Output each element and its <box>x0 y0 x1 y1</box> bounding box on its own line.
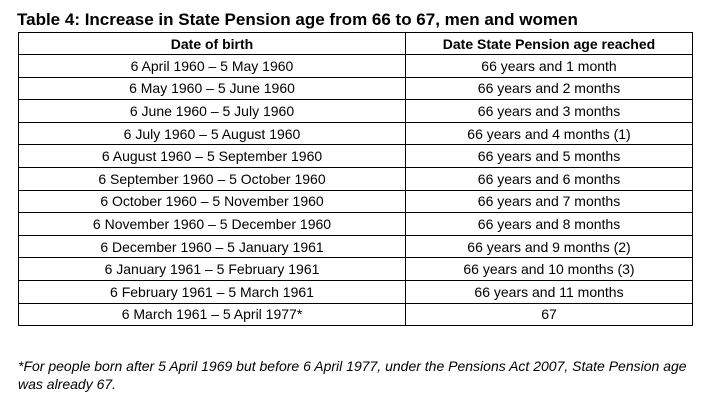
table-row <box>19 190 693 213</box>
pension-age-cell: 66 years and 10 months (3) <box>406 258 693 281</box>
table-row <box>19 235 693 258</box>
pension-age-cell: 66 years and 7 months <box>406 190 693 213</box>
header-row <box>19 33 693 55</box>
date-of-birth-cell: 6 October 1960 – 5 November 1960 <box>19 190 406 213</box>
pension-age-cell: 66 years and 4 months (1) <box>406 122 693 145</box>
pension-age-table <box>18 32 693 326</box>
pension-age-cell: 66 years and 8 months <box>406 213 693 236</box>
pension-age-cell: 66 years and 5 months <box>406 145 693 168</box>
table-row <box>19 122 693 145</box>
table-row <box>19 145 693 168</box>
table-row <box>19 303 693 326</box>
pension-age-cell: 67 <box>406 303 693 326</box>
pension-age-cell: 66 years and 2 months <box>406 77 693 100</box>
date-of-birth-cell: 6 September 1960 – 5 October 1960 <box>19 167 406 190</box>
date-of-birth-cell: 6 December 1960 – 5 January 1961 <box>19 235 406 258</box>
date-of-birth-cell: 6 January 1961 – 5 February 1961 <box>19 258 406 281</box>
pension-age-cell: 66 years and 6 months <box>406 167 693 190</box>
date-of-birth-cell: 6 February 1961 – 5 March 1961 <box>19 280 406 303</box>
column-header-pension-age-reached: Date State Pension age reached <box>406 33 693 55</box>
table-row <box>19 280 693 303</box>
table-title: Table 4: Increase in State Pension age from 66 to 67, men and women <box>17 10 578 29</box>
table-row <box>19 100 693 123</box>
date-of-birth-cell: 6 November 1960 – 5 December 1960 <box>19 213 406 236</box>
table-row <box>19 167 693 190</box>
table-row <box>19 213 693 236</box>
footnote: *For people born after 5 April 1969 but before 6 April 1977, under the Pensions Act 2007, State Pension age was already 67. <box>18 358 687 392</box>
table-row <box>19 258 693 281</box>
column-header-date-of-birth: Date of birth <box>19 33 406 55</box>
pension-age-cell: 66 years and 1 month <box>406 55 693 78</box>
pension-age-cell: 66 years and 3 months <box>406 100 693 123</box>
date-of-birth-cell: 6 July 1960 – 5 August 1960 <box>19 122 406 145</box>
table-row <box>19 77 693 100</box>
date-of-birth-cell: 6 March 1961 – 5 April 1977* <box>19 303 406 326</box>
date-of-birth-cell: 6 August 1960 – 5 September 1960 <box>19 145 406 168</box>
date-of-birth-cell: 6 April 1960 – 5 May 1960 <box>19 55 406 78</box>
pension-age-cell: 66 years and 11 months <box>406 280 693 303</box>
date-of-birth-cell: 6 May 1960 – 5 June 1960 <box>19 77 406 100</box>
table-row <box>19 55 693 78</box>
date-of-birth-cell: 6 June 1960 – 5 July 1960 <box>19 100 406 123</box>
pension-age-cell: 66 years and 9 months (2) <box>406 235 693 258</box>
